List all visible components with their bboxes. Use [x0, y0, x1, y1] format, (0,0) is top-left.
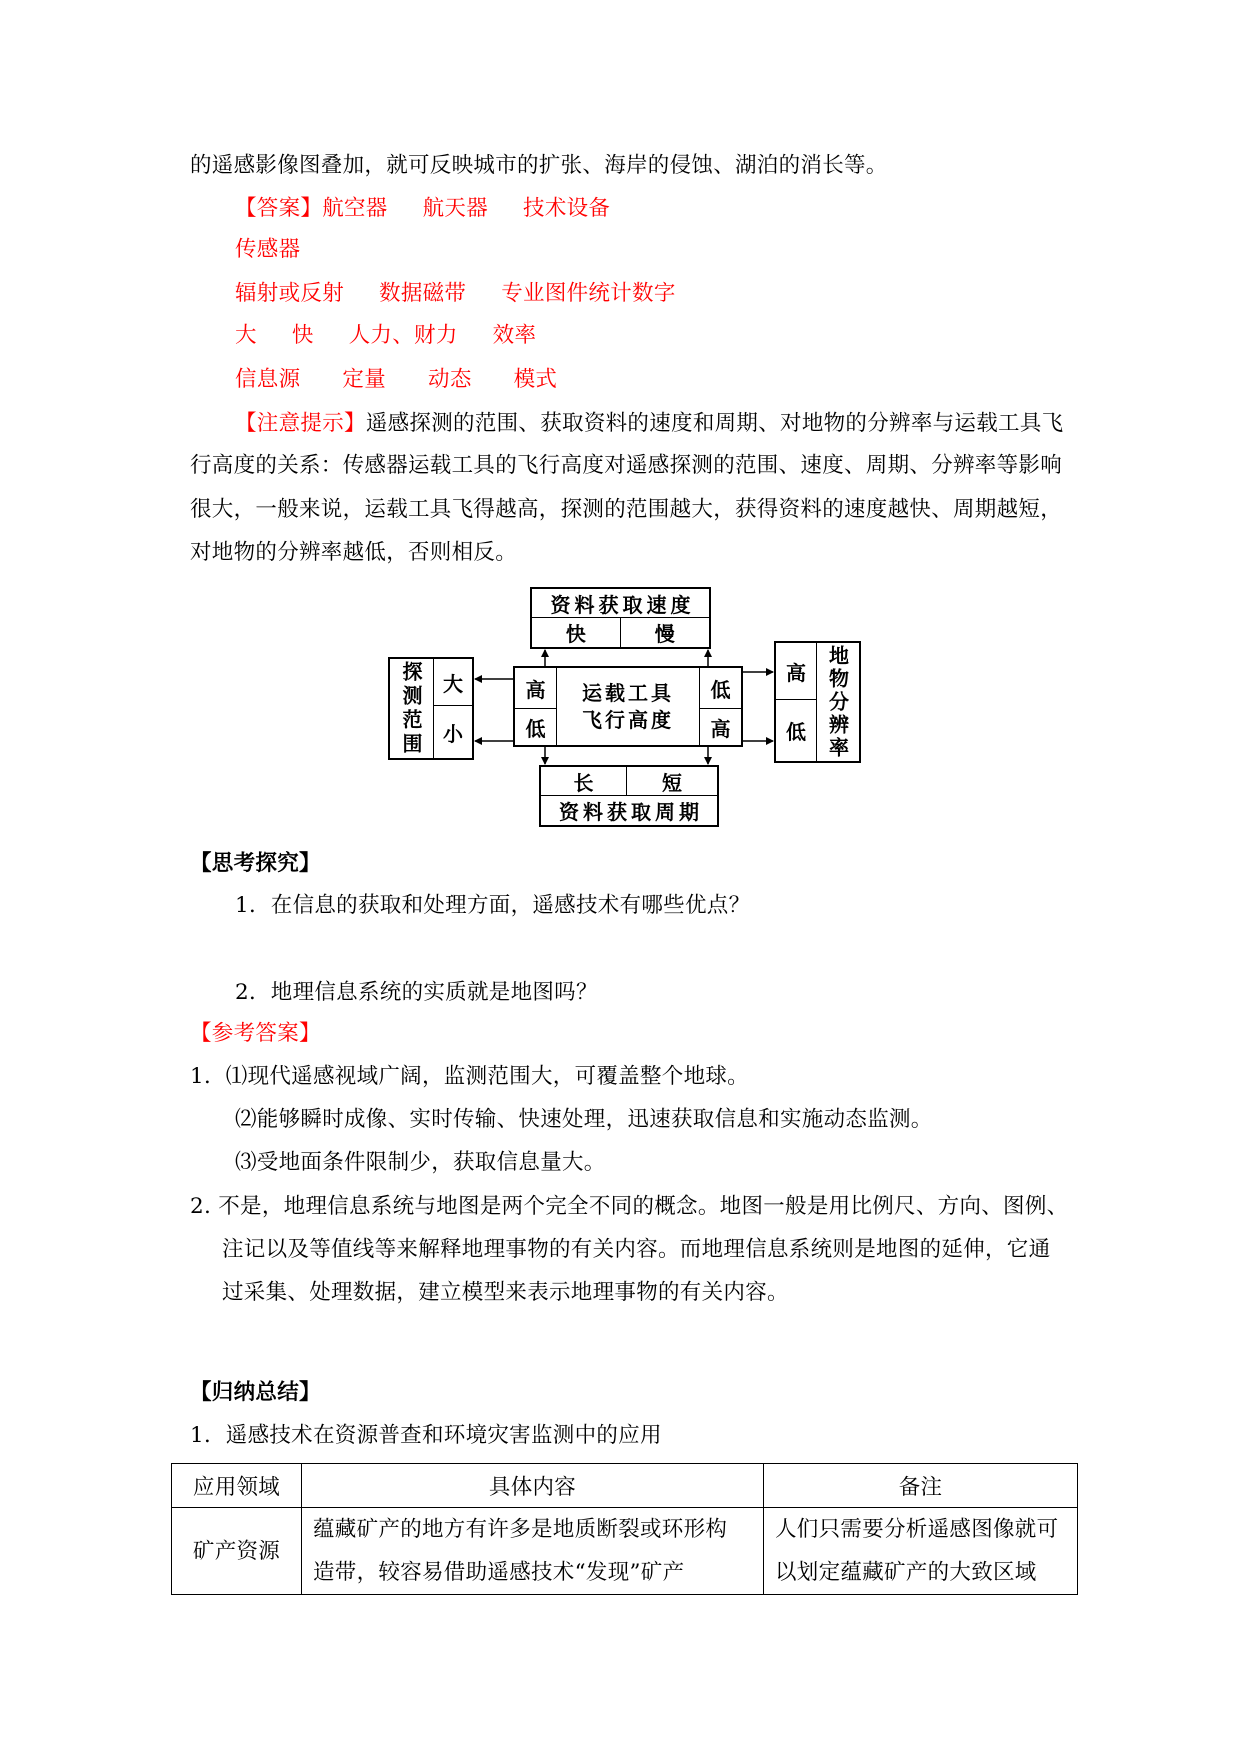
- answer-item: 传感器: [235, 237, 301, 262]
- range-small-cell: 小: [443, 721, 463, 746]
- altitude-right-column: [699, 668, 741, 745]
- altitude-box: [513, 666, 743, 747]
- answer-item: 人力、财力: [348, 323, 458, 348]
- answer-item: 动态: [428, 367, 472, 392]
- answer-row-1: [235, 194, 610, 224]
- speed-values-row: [532, 618, 709, 647]
- table-row: [172, 1508, 1078, 1595]
- table-header-row: [172, 1464, 1078, 1508]
- answer-row-2: [235, 235, 300, 265]
- table-cell-note: [764, 1508, 1078, 1595]
- resolution-values-column: [776, 643, 817, 761]
- altitude-left-low-cell: 低: [525, 716, 546, 741]
- answer2-line-3: 过采集、处理数据，建立模型来表示地理事物的有关内容。: [222, 1280, 789, 1305]
- answer2-line-1: 2. 不是，地理信息系统与地图是两个完全不同的概念。地图一般是用比例尺、方向、图例、: [190, 1194, 1069, 1219]
- answer-items: [322, 194, 610, 224]
- resolution-title: 地物分辨率: [825, 644, 850, 760]
- resolution-box: [774, 641, 861, 763]
- answer-item: 航天器: [422, 196, 489, 221]
- range-title: 探测范围: [399, 660, 423, 757]
- reference-answer-heading: 【参考答案】: [190, 1021, 321, 1046]
- table-cell-field: 矿产资源: [172, 1508, 302, 1595]
- resolution-high-cell: 高: [776, 643, 816, 700]
- speed-fast-cell: 快: [532, 618, 621, 647]
- answer-item: 效率: [492, 323, 537, 348]
- thinking-question-2: 2．地理信息系统的实质就是地图吗？: [235, 980, 598, 1005]
- range-large-cell: 大: [434, 659, 472, 706]
- range-title-cell: [390, 659, 434, 758]
- thinking-question-1: 1．在信息的获取和处理方面，遥感技术有哪些优点？: [235, 893, 751, 918]
- cell-line: 以划定蕴藏矿产的大致区域: [775, 1560, 1037, 1585]
- summary-item-1: 1．遥感技术在资源普查和环境灾害监测中的应用: [190, 1423, 662, 1448]
- resolution-low-cell: 低: [786, 720, 806, 744]
- note-line-3: 很大，一般来说，运载工具飞得越高，探测的范围越大，获得资料的速度越快、周期越短，: [190, 497, 1063, 522]
- answer-item: 定量: [342, 367, 387, 392]
- table-header-content: 具体内容: [302, 1464, 764, 1508]
- note-line-2: 行高度的关系：传感器运载工具的飞行高度对遥感探测的范围、速度、周期、分辨率等影响: [190, 453, 1063, 478]
- altitude-title-line: 飞行高度: [582, 707, 674, 732]
- application-table: [171, 1463, 1078, 1595]
- answer2-line-2: 注记以及等值线等来解释地理事物的有关内容。而地理信息系统则是地图的延伸，它通: [222, 1237, 1051, 1262]
- cell-line: 人们只需要分析遥感图像就可: [775, 1517, 1059, 1542]
- answer1-line-2: ⑵能够瞬时成像、实时传输、快速处理，迅速获取信息和实施动态监测。: [235, 1107, 933, 1132]
- altitude-right-high-cell: 高: [710, 716, 731, 741]
- note-text: 遥感探测的范围、获取资料的速度和周期、对地物的分辨率与运载工具飞: [365, 411, 1064, 436]
- answer-row-3: [235, 279, 676, 309]
- answer-row-4: [235, 321, 536, 351]
- table-header-note: 备注: [764, 1464, 1078, 1508]
- speed-box: [530, 587, 711, 649]
- answer1-line-3: ⑶受地面条件限制少，获取信息量大。: [235, 1150, 606, 1175]
- period-short-cell: 短: [662, 771, 682, 795]
- period-box: [539, 765, 719, 827]
- answer-item: 快: [291, 323, 314, 348]
- speed-title: 资料获取速度: [532, 589, 709, 618]
- altitude-title-line: 运载工具: [582, 680, 674, 705]
- altitude-title: [557, 668, 699, 745]
- table-cell-content: [302, 1508, 764, 1595]
- answer-row-5: [235, 365, 557, 395]
- answer-item: 航空器: [322, 196, 388, 221]
- altitude-left-high-cell: 高: [515, 668, 556, 709]
- period-values-row: [541, 767, 717, 796]
- answer-item: 信息源: [235, 367, 301, 392]
- answer-item: 数据磁带: [379, 281, 467, 306]
- altitude-relationship-diagram: [388, 587, 863, 829]
- answer-item: 模式: [513, 367, 558, 392]
- note-label: 【注意提示】: [235, 411, 366, 436]
- period-long-cell: 长: [541, 767, 627, 796]
- thinking-heading: 【思考探究】: [190, 851, 321, 876]
- range-values-column: [434, 659, 472, 758]
- answer-label: 【答案】: [235, 196, 323, 221]
- note-line-4: 对地物的分辨率越低，否则相反。: [190, 540, 518, 565]
- period-title: 资料获取周期: [559, 800, 703, 824]
- resolution-title-cell: [817, 643, 859, 761]
- answer1-line-1: 1．⑴现代遥感视域广阔，监测范围大，可覆盖整个地球。: [190, 1064, 749, 1089]
- answer-item: 专业图件统计数字: [501, 281, 676, 306]
- speed-slow-cell: 慢: [654, 622, 675, 646]
- answer-item: 辐射或反射: [235, 281, 345, 306]
- altitude-left-column: [515, 668, 557, 745]
- altitude-right-low-cell: 低: [700, 668, 741, 709]
- note-line-1: [235, 409, 1063, 439]
- answer-item: 大: [235, 323, 257, 348]
- table-header-field: 应用领域: [172, 1464, 302, 1508]
- summary-heading: 【归纳总结】: [190, 1380, 321, 1405]
- answer-item: 技术设备: [523, 196, 611, 221]
- range-box: [388, 657, 474, 760]
- cell-line: 蕴藏矿产的地方有许多是地质断裂或环形构: [313, 1517, 728, 1542]
- continuation-line: 的遥感影像图叠加，就可反映城市的扩张、海岸的侵蚀、湖泊的消长等。: [190, 153, 888, 178]
- cell-line: 造带，较容易借助遥感技术“发现”矿产: [313, 1560, 685, 1585]
